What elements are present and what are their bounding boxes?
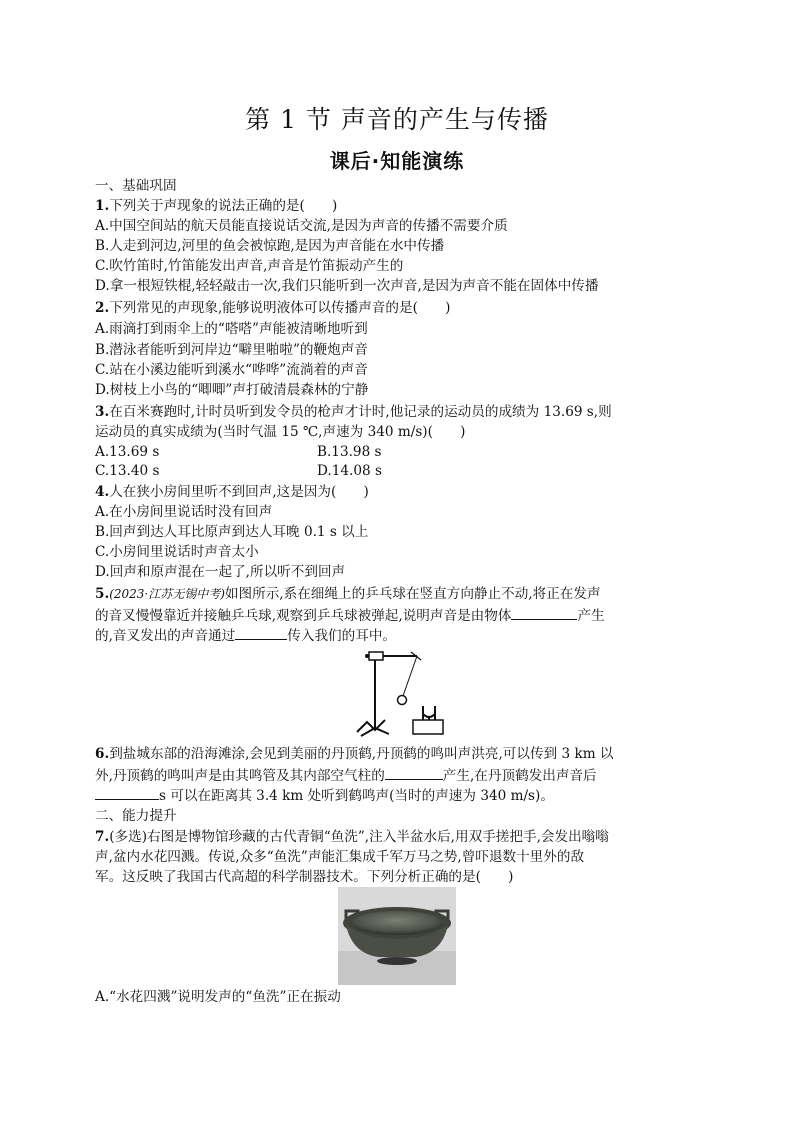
- question-1-option-a: A.中国空间站的航天员能直接说话交流,是因为声音的传播不需要介质: [95, 218, 508, 234]
- question-text: (多选)右图是博物馆珍藏的古代青铜“鱼洗”,注入半盆水后,用双手搓把手,会发出嗡嗡: [109, 829, 609, 845]
- question-5-stem-line-1: [95, 584, 601, 604]
- string-icon: [403, 656, 417, 696]
- question-4-option-c: C.小房间里说话时声音太小: [95, 544, 259, 560]
- question-text: 到盐城东部的沿海滩涂,会见到美丽的丹顶鹤,丹顶鹤的鸣叫声洪亮,可以传到 3 km 以: [109, 746, 614, 762]
- question-number: 5.: [95, 586, 110, 602]
- question-7-stem-line-2: 声,盆内水花四溅。传说,众多“鱼洗”声能汇集成千军万马之势,曾吓退数十里外的敌: [95, 849, 585, 865]
- question-number: 4.: [95, 484, 110, 500]
- page-subtitle: 课后·知能演练: [329, 149, 465, 173]
- answer-blank-4[interactable]: [95, 785, 159, 800]
- question-5-stem-line-2: [95, 605, 605, 626]
- question-6-stem-line-2: [95, 765, 597, 786]
- question-text: 的音叉慢慢靠近并接触乒乓球,观察到乒乓球被弹起,说明声音是由物体: [95, 608, 512, 624]
- question-number: 2.: [95, 300, 110, 316]
- question-3-options-row-1: [95, 442, 382, 462]
- question-text: 产生,在丹顶鹤发出声音后: [442, 768, 597, 784]
- question-4-option-b: B.回声到达人耳比原声到达人耳晚 0.1 s 以上: [95, 524, 369, 540]
- question-1-option-b: B.人走到河边,河里的鱼会被惊跑,是因为声音能在水中传播: [95, 238, 445, 254]
- question-3-option-a: A.13.69 s: [95, 444, 160, 460]
- question-2-stem: [95, 298, 450, 318]
- question-3-options-row-2: [95, 461, 382, 481]
- question-6-stem-line-1: [95, 744, 614, 764]
- answer-blank-1[interactable]: [511, 605, 577, 620]
- question-text: 产生: [577, 608, 605, 624]
- pingpong-ball-icon: [398, 696, 407, 705]
- question-3-option-b: B.13.98 s: [317, 444, 382, 460]
- question-number: 6.: [95, 746, 110, 762]
- question-text: 外,丹顶鹤的鸣叫声是由其鸣管及其内部空气柱的: [95, 768, 385, 784]
- question-4-option-d: D.回声和原声混在一起了,所以听不到回声: [95, 564, 346, 580]
- bronze-basin-photo: [338, 887, 456, 985]
- question-5-stem-line-3: [95, 625, 396, 646]
- question-number: 3.: [95, 404, 110, 420]
- question-7-stem-line-3: 军。这反映了我国古代高超的科学制器技术。下列分析正确的是( ): [95, 869, 514, 885]
- question-2-option-b: B.潜泳者能听到河岸边“噼里啪啦”的鞭炮声音: [95, 342, 368, 358]
- question-text: 下列关于声现象的说法正确的是( ): [109, 198, 338, 214]
- question-number: 1.: [95, 198, 110, 214]
- section-heading-basic: 一、基础巩固: [95, 178, 177, 194]
- question-1-option-d: D.拿一根短铁棍,轻轻敲击一次,我们只能听到一次声音,是因为声音不能在固体中传播: [95, 278, 599, 294]
- page-title: 第 1 节 声音的产生与传播: [245, 105, 549, 134]
- question-3-stem-line-2: 运动员的真实成绩为(当时气温 15 ℃,声速为 340 m/s)( ): [95, 424, 466, 440]
- question-3-option-d: D.14.08 s: [317, 463, 382, 479]
- question-7-stem-line-1: [95, 827, 609, 847]
- tuning-fork-pingpong-figure: [345, 644, 455, 740]
- question-4-option-a: A.在小房间里说话时没有回声: [95, 504, 273, 520]
- question-text: 的,音叉发出的声音通过: [95, 628, 236, 644]
- question-1-stem: [95, 196, 337, 216]
- resonance-box-icon: [413, 720, 443, 734]
- question-text: 人在狭小房间里听不到回声,这是因为( ): [109, 484, 369, 500]
- answer-blank-2[interactable]: [235, 625, 287, 640]
- question-2-option-c: C.站在小溪边能听到溪水“哗哗”流淌着的声音: [95, 362, 368, 378]
- question-source: (2023·江苏无锡中考): [109, 587, 225, 601]
- question-6-stem-line-3: [95, 785, 554, 806]
- section-heading-advanced: 二、能力提升: [95, 808, 177, 824]
- question-number: 7.: [95, 829, 110, 845]
- answer-blank-3[interactable]: [385, 765, 443, 780]
- question-text: s 可以在距离其 3.4 km 处听到鹤鸣声(当时的声速为 340 m/s)。: [159, 788, 554, 804]
- question-text: 传入我们的耳中。: [287, 628, 397, 644]
- question-3-option-c: C.13.40 s: [95, 463, 160, 479]
- question-7-option-a: A.“水花四溅”说明发声的“鱼洗”正在振动: [95, 989, 341, 1005]
- question-text: 在百米赛跑时,计时员听到发令员的枪声才计时,他记录的运动员的成绩为 13.69 s,则: [109, 404, 612, 420]
- question-4-stem: [95, 482, 369, 502]
- question-1-option-c: C.吹竹笛时,竹笛能发出声音,声音是竹笛振动产生的: [95, 258, 404, 274]
- question-3-stem-line-1: [95, 402, 612, 422]
- question-2-option-a: A.雨滴打到雨伞上的“嗒嗒”声能被清晰地听到: [95, 321, 368, 337]
- question-text: 下列常见的声现象,能够说明液体可以传播声音的是( ): [109, 300, 451, 316]
- question-2-option-d: D.树枝上小鸟的“唧唧”声打破清晨森林的宁静: [95, 382, 369, 398]
- question-text: 如图所示,系在细绳上的乒乓球在竖直方向静止不动,将正在发声: [224, 586, 601, 602]
